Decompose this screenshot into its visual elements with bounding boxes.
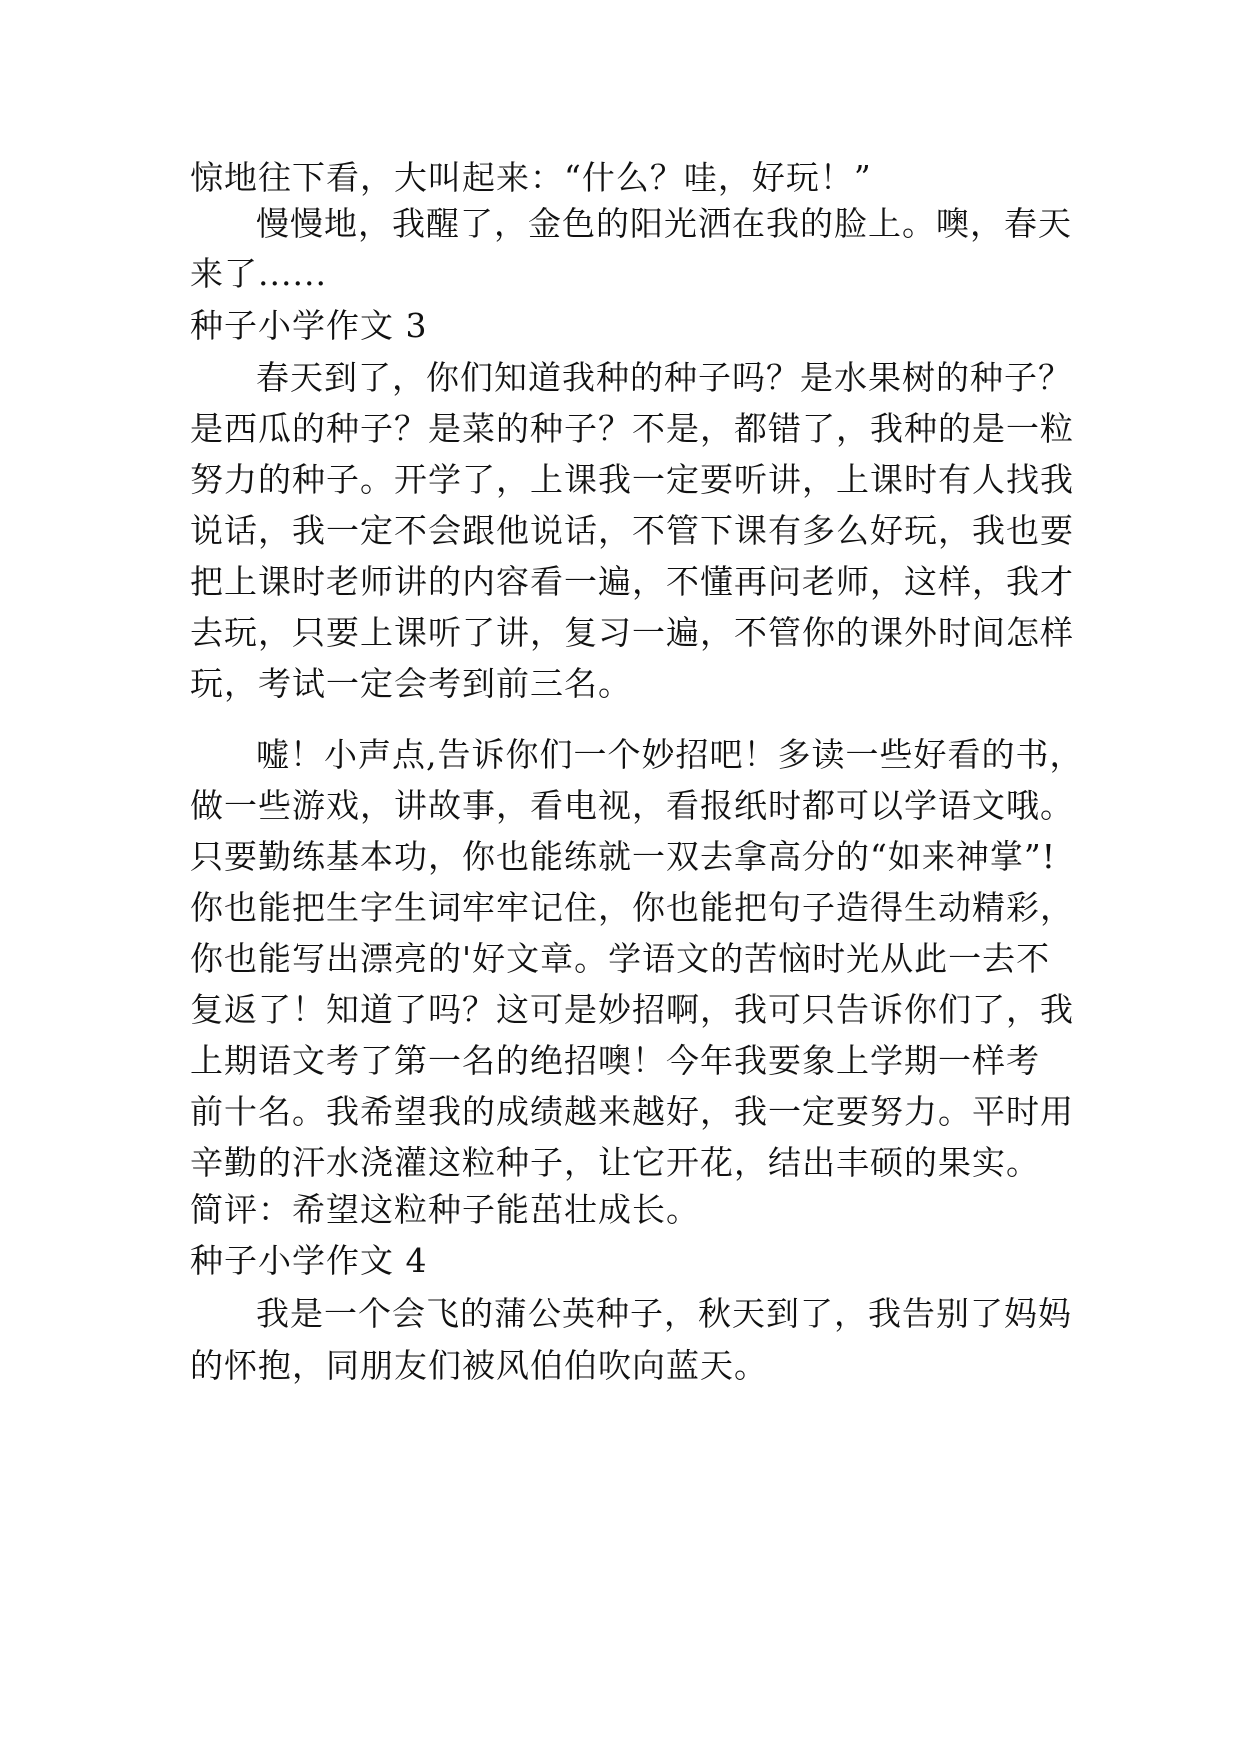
text-line: 说话，我一定不会跟他说话，不管下课有多么好玩，我也要 — [190, 511, 1074, 550]
paragraph-first-line: 我是一个会飞的蒲公英种子，秋天到了，我告别了妈妈 — [256, 1294, 1072, 1333]
text-line: 辛勤的汗水浇灌这粒种子，让它开花，结出丰硕的果实。 — [190, 1143, 1040, 1182]
text-line: 去玩，只要上课听了讲，复习一遍，不管你的课外时间怎样 — [190, 613, 1074, 652]
section-heading: 种子小学作文 4 — [190, 1241, 428, 1280]
text-line: 你也能把生字生词牢牢记住，你也能把句子造得生动精彩， — [190, 888, 1074, 927]
text-line: 惊地往下看，大叫起来：“什么？哇，好玩！” — [190, 158, 872, 197]
text-line: 把上课时老师讲的内容看一遍，不懂再问老师，这样，我才 — [190, 562, 1074, 601]
text-line: 玩，考试一定会考到前三名。 — [190, 664, 632, 703]
text-line: 的怀抱，同朋友们被风伯伯吹向蓝天。 — [190, 1346, 768, 1385]
text-line: 努力的种子。开学了，上课我一定要听讲，上课时有人找我 — [190, 460, 1074, 499]
paragraph-first-line: 慢慢地，我醒了，金色的阳光洒在我的脸上。噢，春天 — [256, 204, 1072, 243]
text-line: 你也能写出漂亮的'好文章。学语文的苦恼时光从此一去不 — [190, 939, 1051, 978]
section-heading: 种子小学作文 3 — [190, 306, 428, 345]
paragraph-first-line: 春天到了，你们知道我种的种子吗？是水果树的种子？ — [256, 358, 1072, 397]
text-line: 简评：希望这粒种子能茁壮成长。 — [190, 1190, 700, 1229]
text-line: 前十名。我希望我的成绩越来越好，我一定要努力。平时用 — [190, 1092, 1074, 1131]
paragraph-first-line: 嘘！小声点,告诉你们一个妙招吧！多读一些好看的书， — [256, 735, 1084, 774]
text-line: 做一些游戏，讲故事，看电视，看报纸时都可以学语文哦。 — [190, 786, 1074, 825]
text-line: 只要勤练基本功，你也能练就一双去拿高分的“如来神掌”! — [190, 837, 1057, 876]
text-line: 是西瓜的种子？是菜的种子？不是，都错了，我种的是一粒 — [190, 409, 1074, 448]
text-line: 上期语文考了第一名的绝招噢！今年我要象上学期一样考 — [190, 1041, 1040, 1080]
text-line: 复返了！知道了吗？这可是妙招啊，我可只告诉你们了，我 — [190, 990, 1074, 1029]
text-line: 来了...... — [190, 254, 327, 293]
